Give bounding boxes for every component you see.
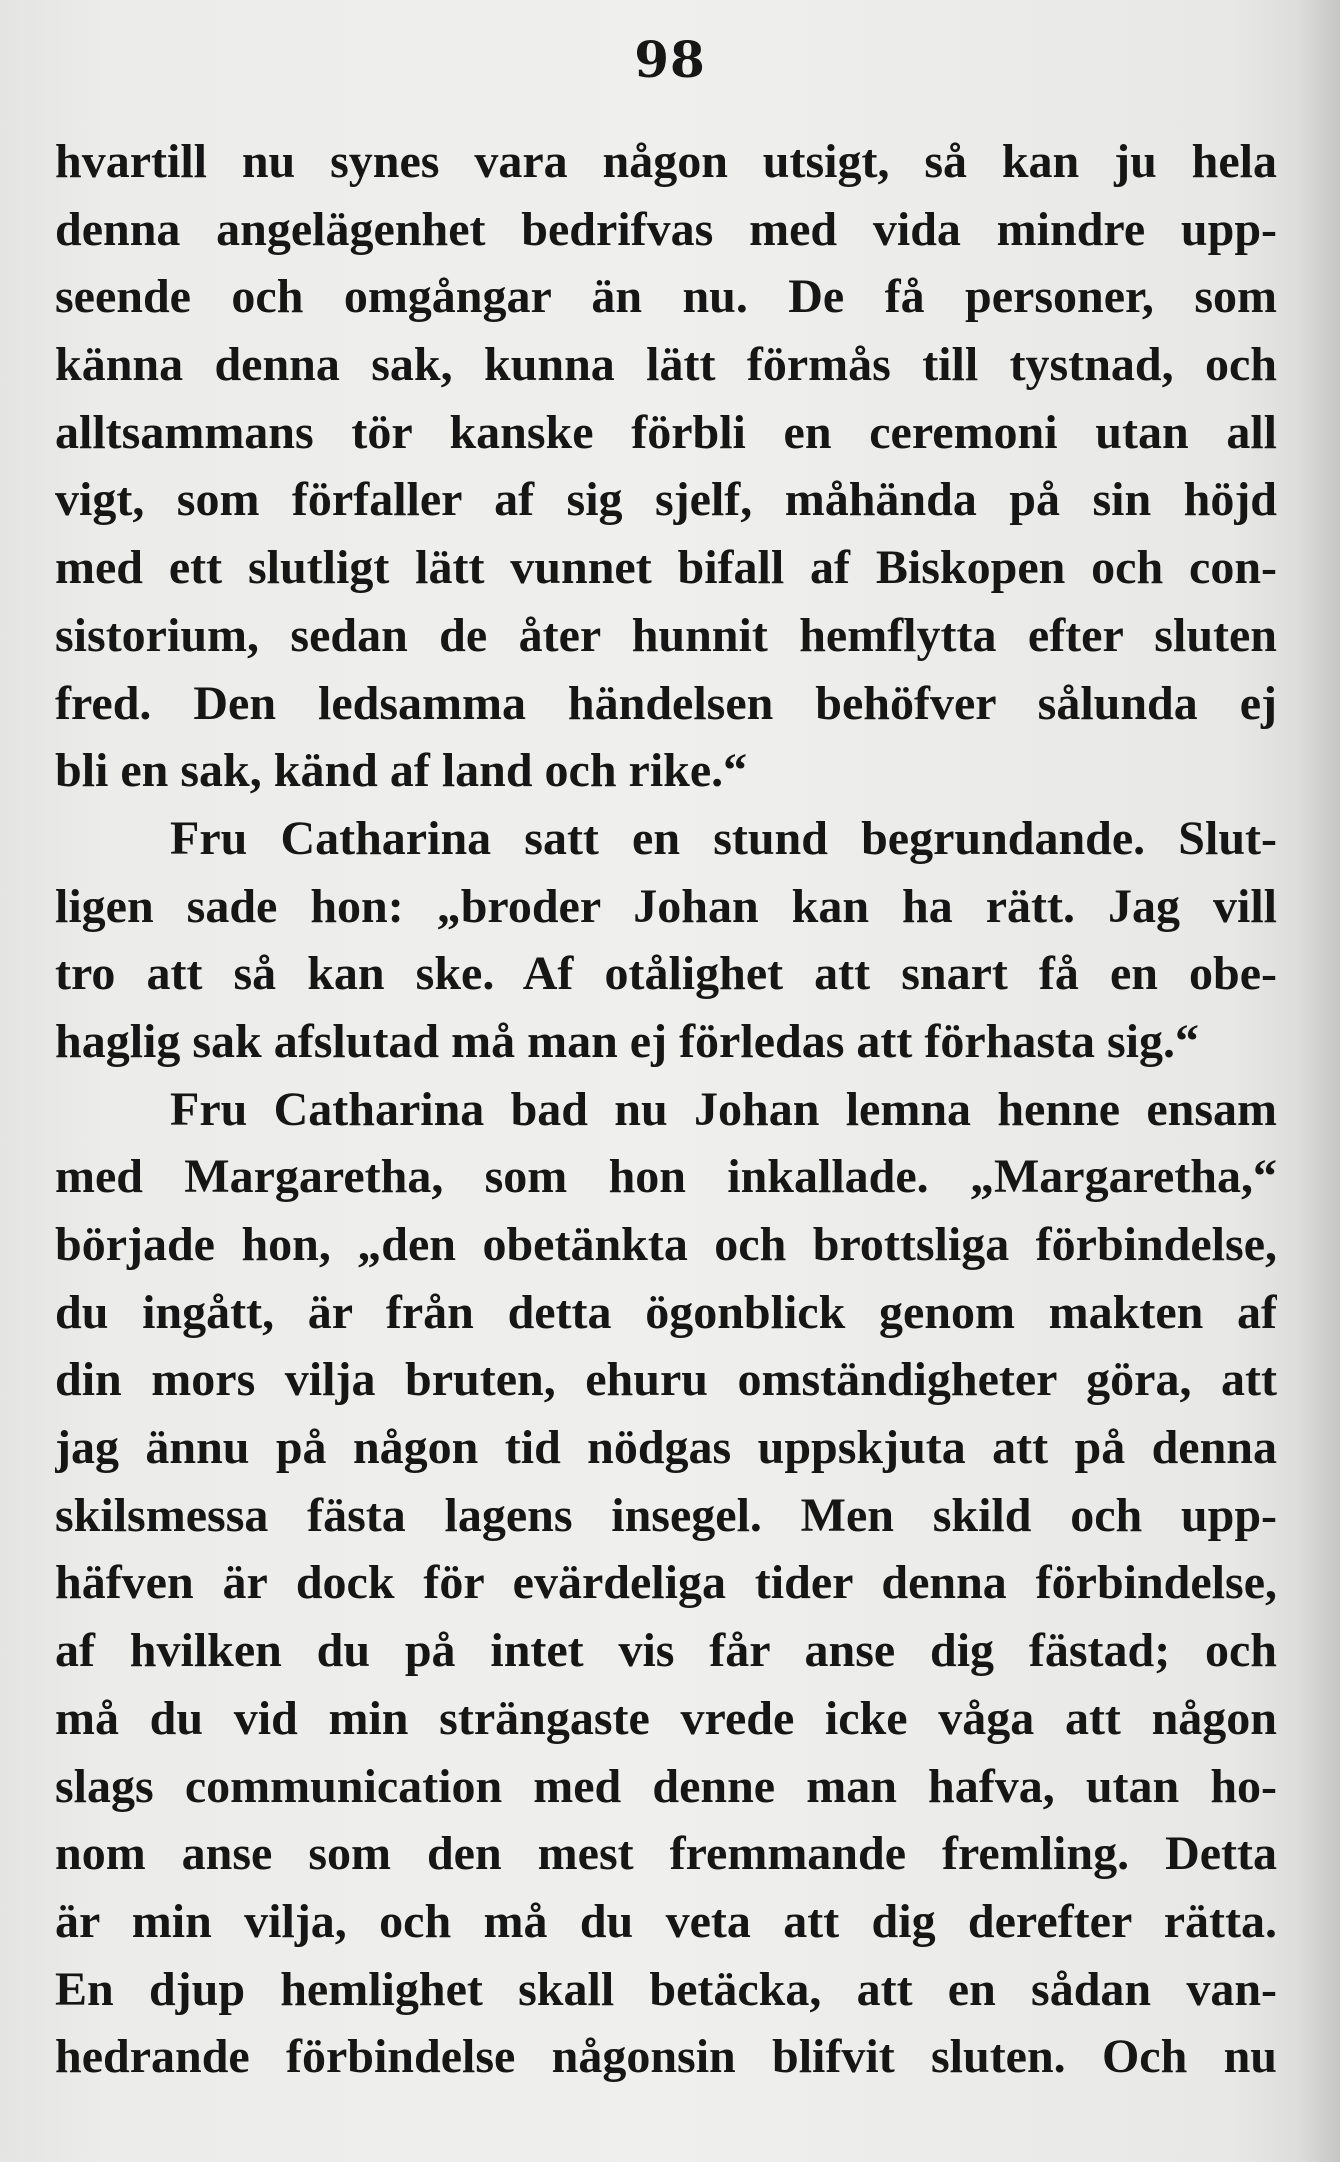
text-line: alltsammans tör kanske förbli en ceremoni utan all xyxy=(55,405,1277,459)
body-text xyxy=(55,128,1277,2091)
text-line: jag ännu på någon tid nödgas uppskjuta att på denna xyxy=(55,1421,1277,1475)
page-number: 98 xyxy=(634,30,706,89)
text-line: känna denna sak, kunna lätt förmås till tystnad, och xyxy=(55,338,1277,392)
text-line-paragraph-start: Fru Catharina bad nu Johan lemna henne ensam xyxy=(170,1082,1277,1136)
text-line: sistorium, sedan de åter hunnit hemflytta efter sluten xyxy=(55,608,1277,662)
text-line: En djup hemlighet skall betäcka, att en sådan van- xyxy=(55,1962,1277,2016)
text-line-paragraph-end: haglig sak afslutad må man ej förledas att förhasta sig.“ xyxy=(55,1014,1200,1068)
text-line: började hon, „den obetänkta och brottsliga förbindelse, xyxy=(55,1218,1277,1271)
text-line: med Margaretha, som hon inkallade. „Margaretha,“ xyxy=(55,1150,1277,1204)
text-line: hvartill nu synes vara någon utsigt, så kan ju hela xyxy=(55,135,1277,188)
text-line: ligen sade hon: „broder Johan kan ha rätt. Jag vill xyxy=(55,879,1277,933)
page-edge-shadow xyxy=(1300,0,1340,2162)
text-line-paragraph-start: Fru Catharina satt en stund begrundande. Slut- xyxy=(170,811,1277,865)
text-line: skilsmessa fästa lagens insegel. Men skild och upp- xyxy=(55,1488,1277,1542)
text-line: slags communication med denne man hafva, utan ho- xyxy=(55,1759,1277,1813)
text-line: fred. Den ledsamma händelsen behöfver sålunda ej xyxy=(55,676,1277,730)
text-line: din mors vilja bruten, ehuru omständigheter göra, att xyxy=(55,1353,1277,1407)
text-line: med ett slutligt lätt vunnet bifall af Biskopen och con- xyxy=(55,541,1277,595)
text-line-paragraph-end: bli en sak, känd af land och rike.“ xyxy=(55,744,748,798)
text-line: denna angelägenhet bedrifvas med vida mindre upp- xyxy=(55,202,1277,256)
text-line: tro att så kan ske. Af otålighet att snart få en obe- xyxy=(55,947,1277,1001)
text-line: vigt, som förfaller af sig sjelf, måhända på sin höjd xyxy=(55,473,1277,527)
text-line: hedrande förbindelse någonsin blifvit sluten. Och nu xyxy=(55,2030,1277,2084)
text-line: du ingått, är från detta ögonblick genom makten af xyxy=(55,1285,1277,1339)
text-line: häfven är dock för evärdeliga tider denna förbindelse, xyxy=(55,1556,1277,1610)
text-line: seende och omgångar än nu. De få personer, som xyxy=(55,270,1277,324)
text-line: af hvilken du på intet vis får anse dig fästad; och xyxy=(55,1624,1277,1678)
text-line: nom anse som den mest fremmande fremling. Detta xyxy=(55,1827,1277,1881)
text-line: är min vilja, och må du veta att dig derefter rätta. xyxy=(55,1894,1277,1948)
text-line: må du vid min strängaste vrede icke våga att någon xyxy=(55,1691,1277,1745)
